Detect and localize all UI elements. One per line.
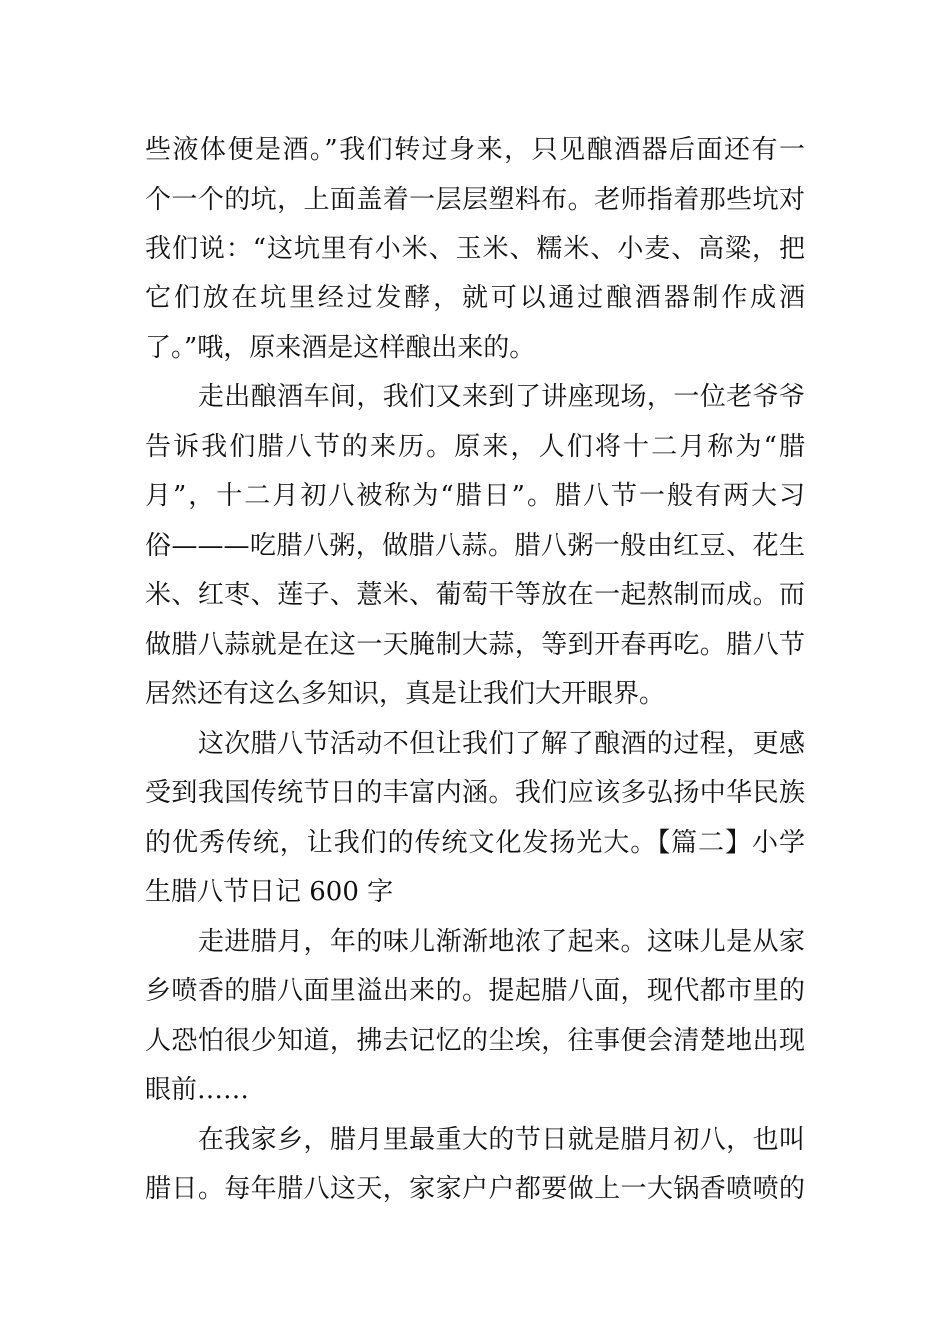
- text-line: 受到我国传统节日的丰富内涵。我们应该多弘扬中华民族: [145, 778, 805, 808]
- text-line: 米、红枣、莲子、薏米、葡萄干等放在一起熬制而成。而: [145, 580, 805, 610]
- text-line: 告诉我们腊八节的来历。原来，人们将十二月称为“腊: [145, 432, 805, 462]
- text-line: 它们放在坑里经过发酵，就可以通过酿酒器制作成酒: [145, 283, 805, 313]
- text-line: 个一个的坑，上面盖着一层层塑料布。老师指着那些坑对: [145, 185, 805, 215]
- text-line: 我们说：“这坑里有小米、玉米、糯米、小麦、高粱，把: [145, 234, 805, 264]
- text-line: 些液体便是酒。”我们转过身来，只见酿酒器后面还有一: [145, 135, 805, 165]
- text-line: 腊日。每年腊八这天，家家户户都要做上一大锅香喷喷的: [145, 1174, 805, 1204]
- text-line: 眼前……: [145, 1075, 250, 1105]
- text-line: 的优秀传统，让我们的传统文化发扬光大。【篇二】小学: [145, 828, 805, 858]
- text-line: 做腊八蒜就是在这一天腌制大蒜，等到开春再吃。腊八节: [145, 630, 805, 660]
- text-line: 月”，十二月初八被称为“腊日”。腊八节一般有两大习: [145, 481, 805, 511]
- text-line: 这次腊八节活动不但让我们了解了酿酒的过程，更感: [145, 729, 805, 759]
- text-line: 乡喷香的腊八面里溢出来的。提起腊八面，现代都市里的: [145, 976, 805, 1006]
- text-line: 生腊八节日记 600 字: [145, 877, 394, 907]
- text-line: 在我家乡，腊月里最重大的节日就是腊月初八，也叫: [145, 1125, 805, 1155]
- text-line: 了。”哦，原来酒是这样酿出来的。: [145, 333, 536, 363]
- text-line: 俗———吃腊八粥，做腊八蒜。腊八粥一般由红豆、花生: [145, 531, 805, 561]
- text-line: 居然还有这么多知识，真是让我们大开眼界。: [145, 679, 666, 709]
- text-line: 走出酿酒车间，我们又来到了讲座现场，一位老爷爷: [145, 382, 805, 412]
- text-line: 人恐怕很少知道，拂去记忆的尘埃，往事便会清楚地出现: [145, 1026, 805, 1056]
- text-line: 走进腊月，年的味儿渐渐地浓了起来。这味儿是从家: [145, 927, 805, 957]
